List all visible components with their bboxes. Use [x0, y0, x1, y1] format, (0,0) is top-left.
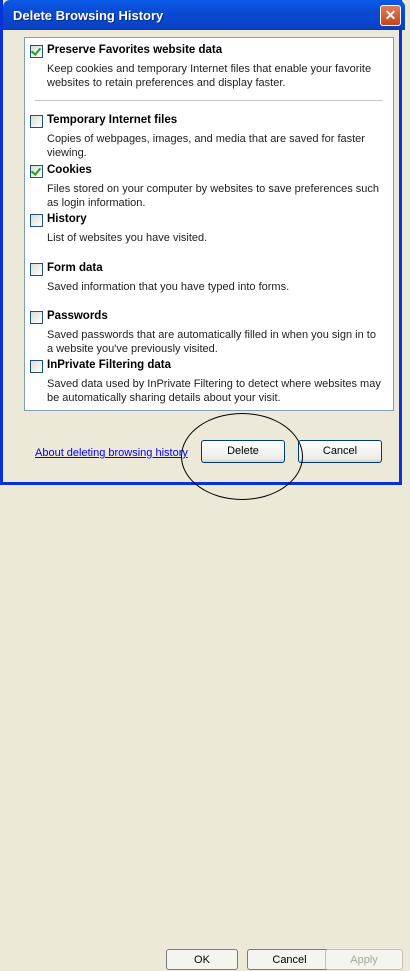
option-description: Copies of webpages, images, and media that are saved for faster viewing. [47, 133, 365, 159]
checkmark-icon [31, 165, 41, 176]
delete-browsing-history-dialog [0, 0, 402, 485]
cookies-checkbox[interactable] [30, 165, 43, 178]
options-panel [24, 37, 394, 411]
form-data-checkbox[interactable] [30, 263, 43, 276]
option-passwords [30, 310, 385, 356]
option-description: List of websites you have visited. [47, 232, 208, 244]
option-temporary-internet-files [30, 114, 385, 160]
option-form-data [30, 262, 385, 294]
inprivate-filtering-checkbox[interactable] [30, 360, 43, 373]
cancel-button[interactable]: Cancel [298, 440, 382, 463]
option-title: Form data [47, 262, 103, 274]
background-apply-button[interactable]: Apply [325, 949, 403, 970]
passwords-checkbox[interactable] [30, 311, 43, 324]
preserve-favorites-checkbox[interactable] [30, 45, 43, 58]
delete-button[interactable]: Delete [201, 440, 285, 463]
option-title: Preserve Favorites website data [47, 44, 223, 56]
checkmark-icon [31, 45, 41, 56]
option-title: Passwords [47, 310, 108, 322]
option-description: Keep cookies and temporary Internet files that enable your favorite websites to retain preferences and display faster. [47, 63, 372, 89]
option-description: Saved data used by InPrivate Filtering to detect where websites may be automatically sharing details about your visit. [47, 378, 381, 404]
about-deleting-history-link[interactable]: About deleting browsing history [35, 447, 188, 459]
option-title: Cookies [47, 164, 92, 176]
dialog-title: Delete Browsing History [13, 8, 164, 23]
option-inprivate-filtering [30, 359, 385, 405]
close-button[interactable] [380, 5, 401, 26]
background-cancel-button[interactable]: Cancel [247, 949, 332, 970]
background-ok-button[interactable]: OK [166, 949, 238, 970]
option-description: Files stored on your computer by websites to save preferences such as login information. [47, 183, 379, 209]
divider [35, 100, 383, 101]
option-title: InPrivate Filtering data [47, 359, 171, 371]
option-description: Saved information that you have typed into forms. [47, 281, 290, 293]
temporary-files-checkbox[interactable] [30, 115, 43, 128]
close-icon: ✕ [384, 7, 397, 23]
option-description: Saved passwords that are automatically filled in when you sign in to a website you've previously visited. [47, 329, 376, 355]
option-title: History [47, 213, 87, 225]
history-checkbox[interactable] [30, 214, 43, 227]
option-title: Temporary Internet files [47, 114, 178, 126]
option-history [30, 213, 385, 245]
option-preserve-favorites [30, 44, 385, 90]
title-bar [3, 0, 405, 30]
option-cookies [30, 164, 385, 210]
